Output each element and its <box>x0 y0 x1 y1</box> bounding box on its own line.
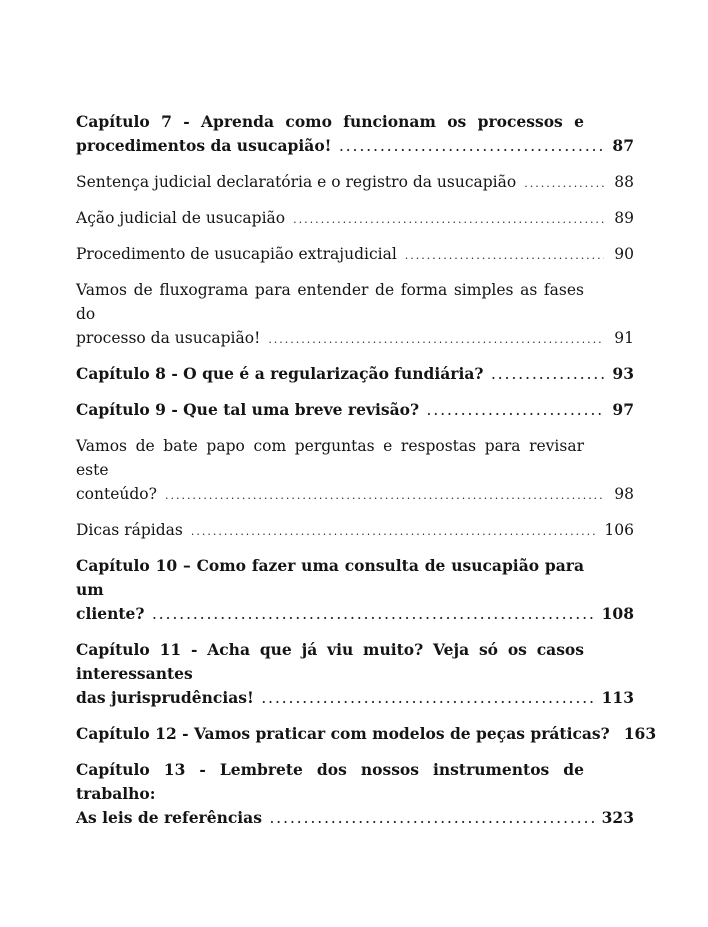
toc-entry-title-line: Capítulo 10 – Como fazer uma consulta de usucapião para um <box>76 556 584 599</box>
toc-page-number: 323 <box>601 808 634 827</box>
toc-entry <box>76 638 634 712</box>
toc-entry <box>76 170 634 196</box>
toc-entry-title-line: Capítulo 13 - Lembrete dos nossos instrumentos de trabalho: <box>76 760 584 803</box>
dot-leader <box>262 688 596 712</box>
dot-leader <box>270 808 596 832</box>
toc-entry <box>76 110 634 160</box>
dot-leader <box>427 400 604 424</box>
toc-page-number: 163 <box>623 724 657 743</box>
toc-page-number: 106 <box>604 521 634 539</box>
toc-page-number: 93 <box>612 364 634 383</box>
dot-leader <box>165 484 604 508</box>
toc-entry <box>76 398 634 424</box>
toc-entry <box>76 242 634 268</box>
toc-entry-title-line: Capítulo 11 - Acha que já viu muito? Veja só os casos interessantes <box>76 640 584 683</box>
toc-page-number: 108 <box>601 604 634 623</box>
toc-page-number: 97 <box>612 400 634 419</box>
dot-leader <box>191 520 599 544</box>
dot-leader <box>339 136 604 160</box>
toc-page-number: 113 <box>601 688 634 707</box>
dot-leader <box>293 208 604 232</box>
toc-entry-title-line: Dicas rápidas <box>76 521 183 539</box>
toc-entry <box>76 362 634 388</box>
toc-entry-title-line: conteúdo? <box>76 485 157 503</box>
toc-entry <box>76 758 634 832</box>
toc-entry <box>76 722 657 748</box>
toc-entry <box>76 278 634 352</box>
toc-entry-title-line: Capítulo 7 - Aprenda como funcionam os processos e <box>76 112 584 131</box>
toc-entry-title-line: Ação judicial de usucapião <box>76 209 286 227</box>
dot-leader <box>524 172 604 196</box>
toc-entry-title-line: cliente? <box>76 604 145 623</box>
toc-entry-title-line: das jurisprudências! <box>76 688 254 707</box>
toc-entry-title-line: Procedimento de usucapião extrajudicial <box>76 245 397 263</box>
toc-entry-title-line: Capítulo 8 - O que é a regularização fundiária? <box>76 364 484 383</box>
toc-entry-title-line: Vamos de bate papo com perguntas e respostas para revisar este <box>76 437 584 479</box>
dot-leader <box>152 604 595 628</box>
toc-page-number: 87 <box>612 136 634 155</box>
toc-entry <box>76 434 634 508</box>
toc-entry-title-line: Capítulo 12 - Vamos praticar com modelos de peças práticas? <box>76 724 610 743</box>
toc-page-number: 98 <box>614 485 634 503</box>
toc-entry <box>76 518 634 544</box>
toc-page-number: 90 <box>614 245 634 263</box>
toc-entry-title-line: Sentença judicial declaratória e o registro da usucapião <box>76 173 517 191</box>
toc-entry-title-line: processo da usucapião! <box>76 329 261 347</box>
dot-leader <box>268 328 604 352</box>
toc-entry-title-line: Vamos de fluxograma para entender de forma simples as fases do <box>76 281 584 323</box>
toc-page-number: 88 <box>614 173 634 191</box>
toc-entry <box>76 206 634 232</box>
toc-entry <box>76 554 634 628</box>
dot-leader <box>405 244 604 268</box>
toc-page-number: 91 <box>614 329 634 347</box>
toc-page-number: 89 <box>614 209 634 227</box>
dot-leader <box>491 364 604 388</box>
table-of-contents <box>76 110 657 842</box>
toc-entry-title-line: As leis de referências <box>76 808 262 827</box>
toc-entry-title-line: Capítulo 9 - Que tal uma breve revisão? <box>76 400 420 419</box>
toc-entry-title-line: procedimentos da usucapião! <box>76 136 332 155</box>
